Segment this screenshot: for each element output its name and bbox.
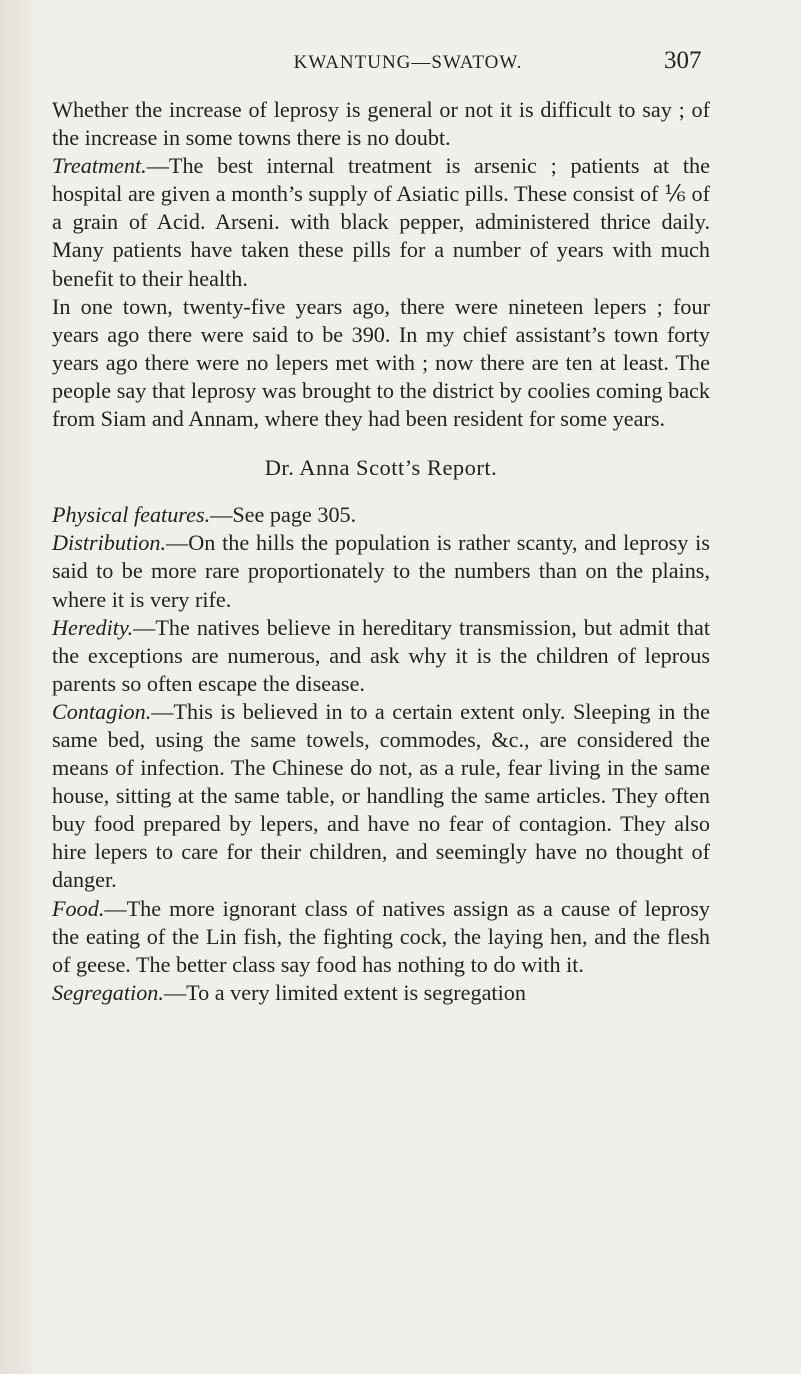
paragraph-label-segregation: Segregation.	[52, 979, 164, 1005]
paragraph-food	[52, 895, 710, 979]
paragraph-treatment	[52, 152, 710, 292]
page-binding-shadow	[0, 0, 38, 1374]
paragraph-physical-features	[52, 501, 710, 529]
paragraph-text: —On the hills the population is rather scanty, and leprosy is said to be more rare proportionately to the numbers than on the plains, where it is very rife.	[52, 530, 710, 612]
section-heading: Dr. Anna Scott’s Report.	[264, 455, 498, 481]
paragraph-distribution	[52, 529, 710, 613]
running-header	[0, 47, 801, 82]
paragraph-text: —This is believed in to a certain extent only. Sleeping in the same bed, using the same towels, commodes, &c., are considered the means of infection. The Chinese do not, as a rule, fear living in the same house, sitting at the same table, or handling the same articles. They often buy food prepared by lepers, and have no fear of contagion. They also hire lepers to care for their children, and seemingly have no thought of danger.	[52, 698, 710, 893]
paragraph-leprosy-increase	[52, 96, 710, 152]
page-number: 307	[664, 47, 702, 74]
paragraph-text: —To a very limited extent is segregation	[163, 979, 526, 1005]
body-text	[52, 96, 710, 1007]
paragraph-segregation	[52, 979, 710, 1007]
paragraph-heredity	[52, 614, 710, 698]
paragraph-text: Whether the increase of leprosy is general or not it is difficult to say ; of the increase in some towns there is no doubt.	[52, 97, 710, 151]
paragraph-text: —The best internal treatment is arsenic ; patients at the hospital are given a month’s supply of Asiatic pills. These consist of ⅙ of a grain of Acid. Arseni. with black pepper, administered thrice daily. Many patients have taken these pills for a number of years with much benefit to their health.	[52, 153, 710, 291]
running-title: KWANTUNG—SWATOW.	[293, 52, 523, 73]
paragraph-label-distribution: Distribution.	[52, 530, 167, 556]
paragraph-label-contagion: Contagion.	[52, 698, 152, 724]
paragraph-label-food: Food.	[52, 895, 105, 921]
paragraph-label-heredity: Heredity.	[52, 614, 134, 640]
paragraph-contagion	[52, 698, 710, 895]
paragraph-text: —The natives believe in hereditary transmission, but admit that the exceptions are numerous, and ask why it is the children of leprous parents so often escape the disease.	[52, 614, 710, 696]
paragraph-text: —See page 305.	[210, 502, 357, 528]
paragraph-label-treatment: Treatment.	[52, 153, 147, 179]
paragraph-text: —The more ignorant class of natives assign as a cause of leprosy the eating of the Lin fish, the fighting cock, the laying hen, and the flesh of geese. The better class say food has nothing to do with it.	[52, 895, 710, 977]
paragraph-town-history	[52, 293, 710, 433]
paragraph-text: In one town, twenty-five years ago, there were nineteen lepers ; four years ago there were said to be 390. In my chief assistant’s town forty years ago there were no lepers met with ; now there are ten at least. The people say that leprosy was brought to the district by coolies coming back from Siam and Annam, where they had been resident for some years.	[52, 293, 710, 432]
paragraph-label-physical-features: Physical features.	[52, 502, 211, 528]
